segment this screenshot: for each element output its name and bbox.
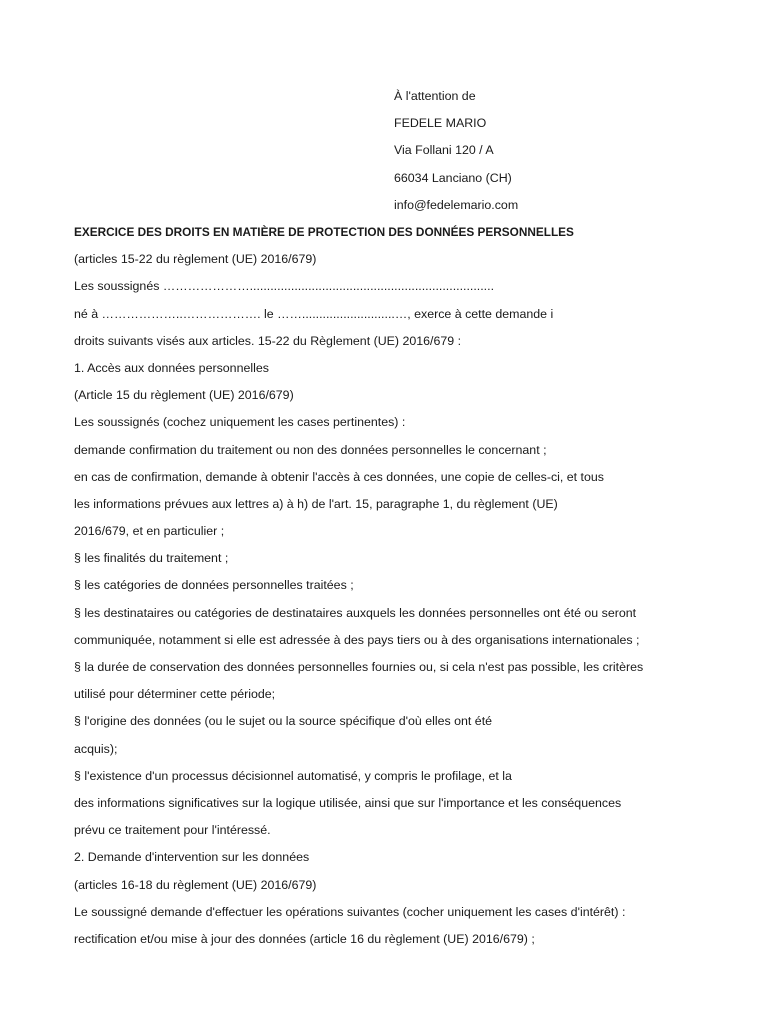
text-line: en cas de confirmation, demande à obtenir l'accès à ces données, une copie de celles-ci, et tous	[74, 469, 604, 484]
text-line: § l'existence d'un processus décisionnel automatisé, y compris le profilage, et la	[74, 768, 512, 783]
text-line: des informations significatives sur la logique utilisée, ainsi que sur l'importance et les conséquences	[74, 795, 622, 810]
recipient-street: Via Follani 120 / A	[394, 143, 494, 158]
section-heading: 2. Demande d'intervention sur les données	[74, 850, 310, 865]
recipient-city: 66034 Lanciano (CH)	[394, 170, 512, 185]
text-line: droits suivants visés aux articles. 15-22 du Règlement (UE) 2016/679 :	[74, 333, 462, 348]
text-line: communiquée, notamment si elle est adressée à des pays tiers ou à des organisations internationales ;	[74, 632, 640, 647]
text-line: § l'origine des données (ou le sujet ou la source spécifique d'où elles ont été	[74, 714, 493, 729]
text-line: (articles 15-22 du règlement (UE) 2016/679)	[74, 252, 317, 267]
recipient-address-block	[394, 86, 518, 222]
text-line: né à ………………..………………. le ……...........................…, exerce à cette demande i	[74, 306, 554, 321]
text-line: (Article 15 du règlement (UE) 2016/679)	[74, 388, 294, 403]
text-line: Le soussigné demande d'effectuer les opérations suivantes (cocher uniquement les cases d'intérêt) :	[74, 904, 626, 919]
text-line: les informations prévues aux lettres a) à h) de l'art. 15, paragraphe 1, du règlement (UE)	[74, 496, 558, 511]
text-line: § la durée de conservation des données personnelles fournies ou, si cela n'est pas possible, les critères	[74, 660, 644, 674]
document-title: EXERCICE DES DROITS EN MATIÈRE DE PROTECTION DES DONNÉES PERSONNELLES	[74, 225, 574, 239]
text-line: rectification et/ou mise à jour des données (article 16 du règlement (UE) 2016/679) ;	[74, 931, 535, 946]
text-line: § les finalités du traitement ;	[74, 551, 229, 566]
recipient-email: info@fedelemario.com	[394, 197, 519, 212]
recipient-name: FEDELE MARIO	[394, 116, 487, 131]
attention-line: À l'attention de	[394, 89, 476, 103]
text-line: acquis);	[74, 741, 118, 756]
text-line: Les soussignés ………………….......................................................................	[74, 279, 495, 294]
text-line: utilisé pour déterminer cette période;	[74, 687, 276, 702]
section-heading: 1. Accès aux données personnelles	[74, 360, 269, 375]
text-line: 2016/679, et en particulier ;	[74, 524, 225, 539]
text-line: prévu ce traitement pour l'intéressé.	[74, 823, 271, 838]
text-line: § les destinataires ou catégories de destinataires auxquels les données personnelles ont été ou seront	[74, 605, 637, 620]
text-line: demande confirmation du traitement ou non des données personnelles le concernant ;	[74, 442, 547, 457]
text-line: Les soussignés (cochez uniquement les cases pertinentes) :	[74, 415, 406, 430]
text-line: § les catégories de données personnelles traitées ;	[74, 578, 354, 593]
text-line: (articles 16-18 du règlement (UE) 2016/679)	[74, 877, 317, 892]
document-body	[74, 222, 694, 956]
